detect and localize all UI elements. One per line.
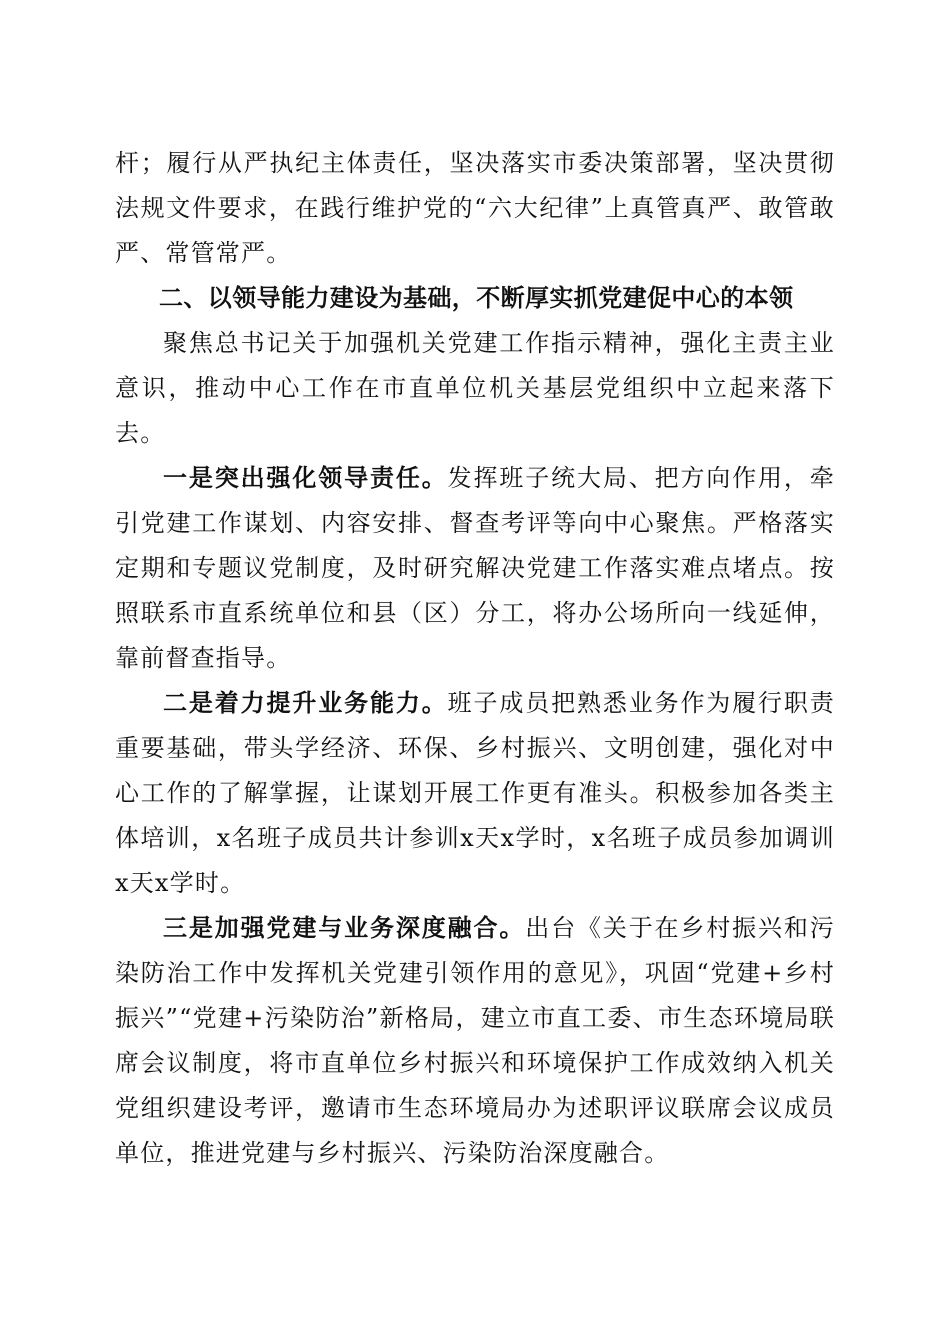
item-lead-1: 一是突出强化领导责任。 (163, 464, 448, 492)
paragraph-continuation: 杆；履行从严执纪主体责任，坚决落实市委决策部署，坚决贯彻法规文件要求，在践行维护党的“六大纪律”上真管真严、敢管敢严、常管常严。 (115, 149, 835, 267)
item-paragraph-3 (115, 906, 835, 1176)
document-body (115, 141, 835, 1176)
section-heading: 二、以领导能力建设为基础，不断厚实抓党建促中心的本领 (159, 284, 794, 312)
item-paragraph-2 (115, 681, 835, 906)
item-paragraph-1 (115, 456, 835, 681)
item-body-3: 出台《关于在乡村振兴和污染防治工作中发挥机关党建引领作用的意见》，巩固“党建+乡村振兴”“党建+污染防治”新格局，建立市直工委、市生态环境局联席会议制度，将市直单位乡村振兴和环境保护工作成效纳入机关党组织建设考评，邀请市生态环境局办为述职评议联席会议成员单位，推进党建与乡村振兴、污染防治深度融合。 (115, 914, 835, 1167)
item-lead-2: 二是着力提升业务能力。 (163, 689, 448, 717)
section-intro-paragraph: 聚焦总书记关于加强机关党建工作指示精神，强化主责主业意识，推动中心工作在市直单位机关基层党组织中立起来落下去。 (115, 329, 835, 447)
item-lead-3: 三是加强党建与业务深度融合。 (163, 914, 526, 942)
item-body-2: 班子成员把熟悉业务作为履行职责重要基础，带头学经济、环保、乡村振兴、文明创建，强化对中心工作的了解掌握，让谋划开展工作更有准头。积极参加各类主体培训，x名班子成员共计参训x天x学时，x名班子成员参加调训x天x学时。 (115, 689, 835, 897)
item-body-1: 发挥班子统大局、把方向作用，牵引党建工作谋划、内容安排、督查考评等向中心聚焦。严格落实定期和专题议党制度，及时研究解决党建工作落实难点堵点。按照联系市直系统单位和县（区）分工，将办公场所向一线延伸，靠前督查指导。 (115, 464, 835, 672)
